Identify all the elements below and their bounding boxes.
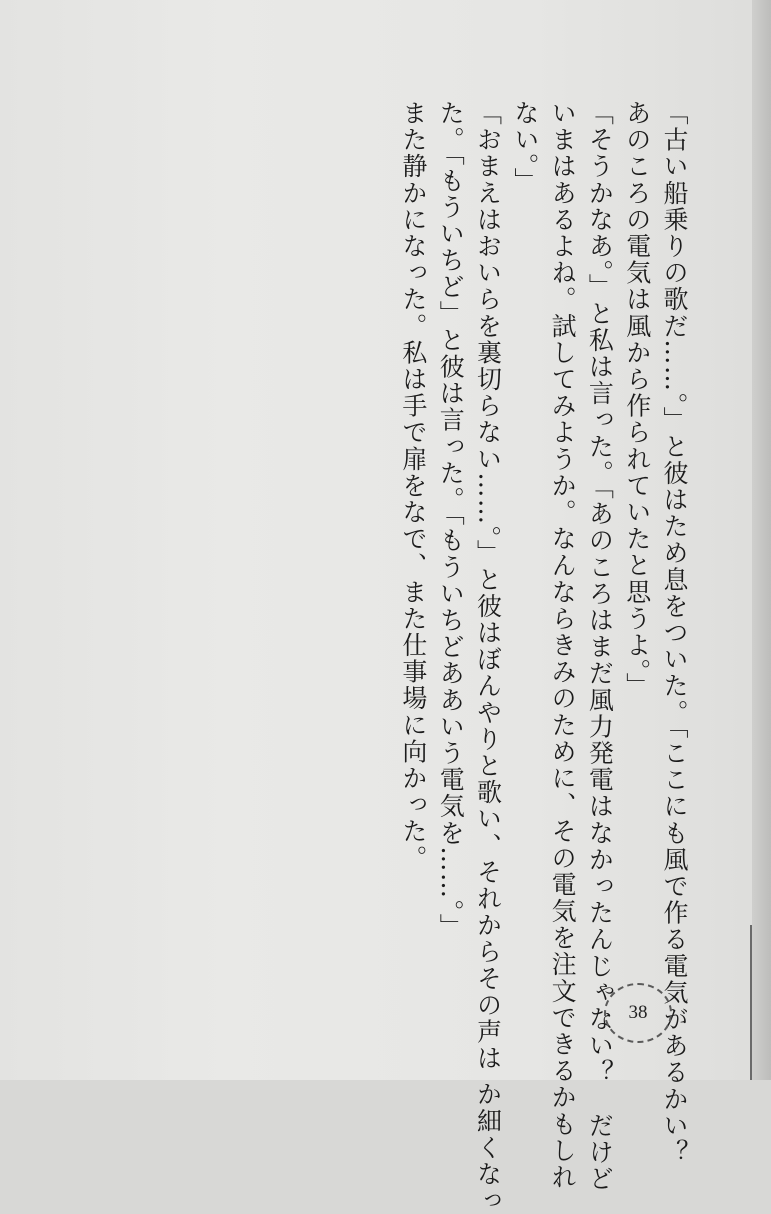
page-edge — [752, 0, 771, 1080]
text-column: 「古い船乗りの歌だ……。」と彼はため息をついた。「ここにも風で作る電気があるかい？ — [660, 100, 689, 1166]
text-column: た。「もういちど」と彼は言った。「もういちどああいう電気を……。」 — [436, 100, 466, 941]
text-column: いまはあるよね。試してみようか。なんならきみのために、その電気を注文できるかもしれ — [548, 100, 578, 1191]
text-column: ない。」 — [510, 100, 540, 194]
text-column: あのころの電気は風から作られていたと思うよ。」 — [622, 100, 652, 700]
margin-rule — [750, 925, 752, 1080]
page-number-badge — [604, 983, 672, 1043]
text-column: 「そうかなあ。」と私は言った。「あのころはまだ風力発電はなかったんじゃない？ だけど — [585, 100, 615, 1193]
text-column: また静かになった。私は手で扉をなで、また仕事場に向かった。 — [398, 100, 428, 872]
page-number: 38 — [628, 1002, 648, 1023]
text-column: 「おまえはおいらを裏切らない……。」と彼はぼんやりと歌い、それからその声は か細くなっ — [473, 100, 503, 1214]
